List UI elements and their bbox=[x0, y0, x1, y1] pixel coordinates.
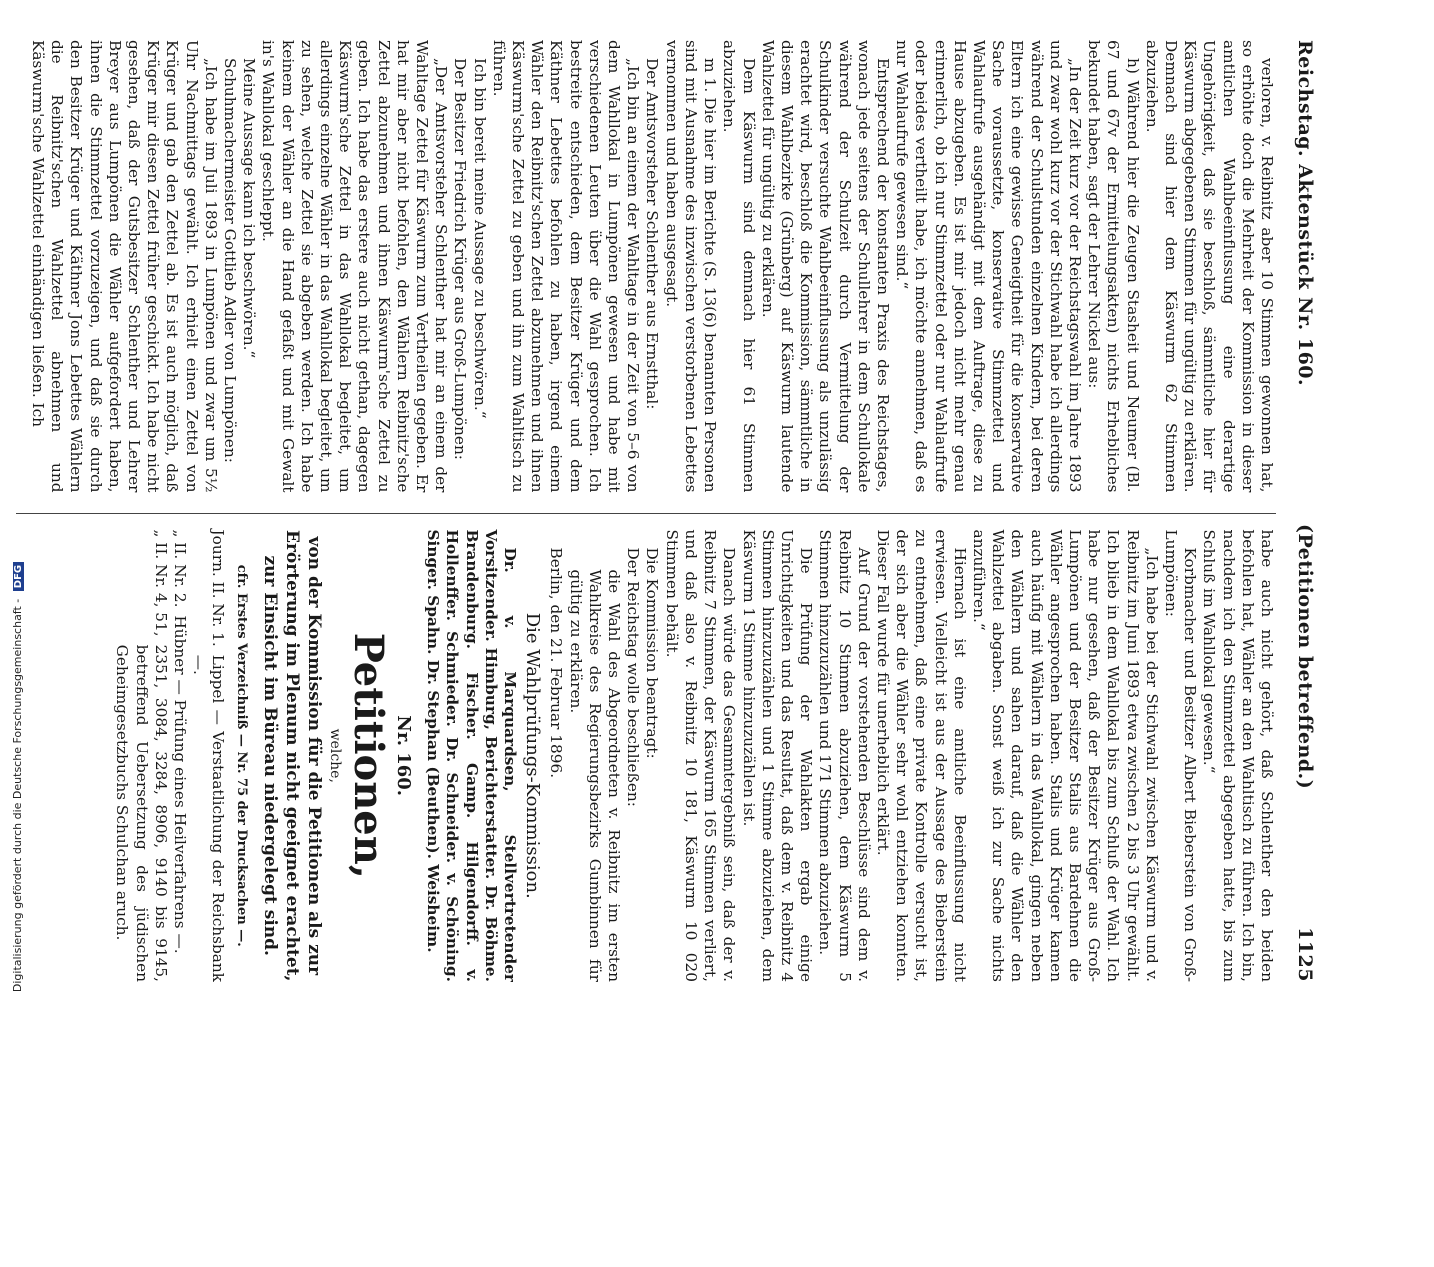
entry-text: Hübner — Prüfung eines Heilverfahrens —. bbox=[171, 615, 190, 954]
list-item bbox=[112, 530, 170, 983]
entry-text: 2351, 3084, 3284, 8906, 9140 bis 9145, betreffend Uebersetzung des jüdischen Geheimgesetzbuchs Schulchan aruch. bbox=[113, 644, 170, 982]
committee-members: Dr. v. Marquardsen, Stellvertretender Vorsitzender. Himburg, Berichterstatter. Dr. Böhme. Brandenburg. Fischer. Gamp. Hilgendorff. v. Hollenffer. Schmieder. Dr. Schneider. v. Schöning. Singer. Spahn. Dr. Stephan (Beuthen). Weisheim. bbox=[424, 529, 520, 982]
list-item bbox=[189, 530, 227, 983]
list-item bbox=[170, 530, 189, 983]
header-center: (Petitionen betreffend.) bbox=[1294, 524, 1316, 790]
dateline: Berlin, den 21. Februar 1896. bbox=[547, 547, 566, 779]
paragraph: Die Prüfung der Wahlakten ergab einige Unrichtigkeiten und das Resultat, daß dem v. Reibnitz 4 Stimmen hinzuzuzählen und 1 Stimme abzuziehen, dem Käswurm 1 Stimme hinzuzuzählen ist. bbox=[739, 529, 816, 982]
page-number: 1125 bbox=[1294, 927, 1316, 982]
paragraph: Danach würde das Gesammtergebniß sein, daß der v. Reibnitz 7 Stimmen, der Käswurm 165 Stimmen verliert, und daß also v. Reibnitz 10 181, Käswurm 10 020 Stimmen behält. bbox=[662, 529, 739, 982]
left-column bbox=[16, 40, 1276, 497]
paragraph: „Der Amtsvorsteher Schlenther hat mir an einem der Wahltage Zettel für Käswurm zum Vertheilen gegeben. Er hat mir aber nicht befohlen, den Wählern Reibnitz'sche Zettel abzunehmen und ihnen Käswurm'sche Zettel zu geben. Ich habe das erstere auch nicht gethan, dagegen Käswurm'sche Zettel in das Wahllokal begleitet, um allerdings einzelne Wähler in das Wahllokal begleitet, um zu sehen, welche Zettel sie abgeben werden. Ich habe keinem der Wähler an die Hand gefaßt und mit Gewalt in's Wahllokal geschleppt. bbox=[259, 40, 451, 493]
paragraph: Ich bin bereit meine Aussage zu beschwören.“ bbox=[470, 58, 489, 419]
paragraph: verloren, v. Reibnitz aber 10 Stimmen gewonnen hat, so erhöhte doch die Mehrheit der Kommission in dieser amtlichen Wahlbeeinflussung eine derartige Ungehörigkeit, daß sie beschloß, sämmtliche hier für Käswurm abgegebenen Stimmen für ungültig zu erklären. Demnach sind hier dem Käswurm 62 Stimmen abzuziehen. bbox=[1142, 40, 1276, 493]
right-column bbox=[16, 513, 1276, 983]
paragraph: „Ich habe bei der Stichwahl zwischen Käswurm und v. Reibnitz im Juni 1893 etwa zwischen 2 bis 3 Uhr gewählt. Ich blieb in dem Wahllokal bis zum Schluß der Wahl. Ich habe nur gesehen, daß der Besitzer Krüger aus Groß-Lumpönen und der Besitzer Stalis aus Bardehnen die Wähler angesprochen haben. Stalis und Krüger kamen auch häufig mit Wählern in das Wahllokal, gingen neben den Wählern und sahen darauf, daß die Wähler den Wahlzettel abgaben. Sonst weiß ich zur Sache nichts anzuführen.“ bbox=[969, 529, 1161, 982]
paragraph: Der Besitzer Friedrich Krüger aus Groß-Lumpönen: bbox=[451, 58, 470, 460]
list-caption: cfr. Erstes Verzeichniß — Nr. 75 der Drucksachen —. bbox=[233, 564, 249, 947]
paragraph: Hiernach ist eine amtliche Beeinflussung nicht erwiesen. Vielleicht ist aus der Aussage des Bieberstein zu entnehmen, daß eine private Kontrolle versucht ist, der sich aber die Wähler sehr wohl entziehen konnten. Dieser Fall wurde für unerheblich erklärt. bbox=[873, 529, 969, 982]
paragraph: Auf Grund der vorstehenden Beschlüsse sind dem v. Reibnitz 10 Stimmen abzuziehen, dem Käswurm 5 Stimmen hinzuzuzählen und 171 Stimmen abzuziehen. bbox=[816, 529, 873, 982]
dfg-logo: DFG bbox=[13, 562, 24, 591]
paragraph: Die Kommission beantragt: bbox=[643, 547, 662, 759]
petition-subtitle: von der Kommission für die Petitionen als zur Erörterung im Plenum nicht geeignet erachtet, zur Einsicht im Büreau niedergelegt sind. bbox=[259, 530, 324, 982]
paragraph: Der Amtsvorsteher Schlenther aus Ernstthal: bbox=[643, 58, 662, 410]
paragraph: Schuhmachermeister Gottlieb Adler von Lumpönen: bbox=[221, 58, 240, 463]
petition-welche: welche, bbox=[326, 728, 343, 783]
entry-text: Lippel — Verstaatlichung der Reichsbank —. bbox=[190, 654, 228, 982]
paragraph: Der Reichstag wolle beschließen: bbox=[624, 547, 643, 807]
paragraph: Korbmacher und Besitzer Albert Bieberstein von Groß-Lumpönen: bbox=[1161, 529, 1200, 982]
journal-ref: „ II. Nr. 4, 51, bbox=[151, 529, 170, 637]
paragraph: „Ich bin an einem der Wahltage in der Zeit von 5–6 von dem Wahllokal in Lumpönen gewesen und habe mit verschiedenen Leuten über die Wahl gesprochen. Ich bestreite entschieden, dem Besitzer Krüger und dem Käthner Lebettes befohlen zu haben, irgend einem Wähler den Reibnitz'schen Zettel abzunehmen und ihnen Käswurm'sche Zettel zu geben und ihn zum Wahltisch zu führen. bbox=[489, 40, 643, 493]
paragraph: h) Während hier die Zeugen Stasheit und Neumer (Bl. 67 und 67v der Ermittelungsakten) nichts Erhebliches bekundet haben, sagt der Lehrer Nickel aus: bbox=[1085, 40, 1142, 493]
header-left: Reichstag. Aktenstück Nr. 160. bbox=[1294, 40, 1316, 387]
petition-heading: Petitionen, bbox=[344, 632, 392, 879]
credit-text: Digitalisierung gefördert durch die Deutsche Forschungsgemeinschaft - bbox=[11, 598, 24, 993]
digitization-credit bbox=[11, 287, 29, 1267]
paragraph: „Ich habe im Juli 1893 in Lumpönen und zwar um 5½ Uhr Nachmittags gewählt. Ich erhielt einen Zettel von Krüger und gab den Zettel ab. Es ist auch möglich, daß Krüger mir diesen Zettel früher geschickt. Ich habe nicht gesehen, daß der Gutsbesitzer Schlenther und Lehrer Breyer aus Lumpönen die Wähler aufgefordert haben, ihnen die Stimmzettel vorzuzeigen, und daß sie durch den Besitzer Krüger und Käthner Jons Lebettes Wählern die Reibnitz'schen Wahlzettel abnehmen und Käswurm'sche Wahlzettel einhändigen ließen. Ich bbox=[29, 40, 220, 493]
petition-number: Nr. 160. bbox=[393, 715, 415, 797]
paragraph: Dem Käswurm sind demnach hier 61 Stimmen abzuziehen. bbox=[720, 40, 758, 493]
journal-ref: Journ. II. Nr. 1. bbox=[209, 529, 228, 647]
paragraph: m 1. Die hier im Berichte (S. 13(6) benannten Personen sind mit Ausnahme des inzwischen verstorbenen Lebettes vernommen und haben ausgesagt. bbox=[662, 40, 720, 493]
committee-title: Die Wahlprüfungs-Kommission. bbox=[522, 612, 544, 899]
journal-ref: „ II. Nr. 2. bbox=[171, 529, 190, 608]
running-header bbox=[1286, 40, 1316, 982]
paragraph: habe auch nicht gehört, daß Schlenther den beiden befohlen hat, Wähler an den Wahltisch zu führen. Ich bin, nachdem ich den Stimmzettel abgegeben hatte, bis zum Schluß im Wahllokal gewesen.“ bbox=[1200, 529, 1276, 982]
motion-text: die Wahl des Abgeordneten v. Reibnitz im ersten Wahlkreise des Regierungsbezirks Gumbinnen für gültig zu erklären. bbox=[566, 569, 624, 982]
paragraph: Meine Aussage kann ich beschwören.“ bbox=[240, 58, 259, 359]
paragraph: Entsprechend der konstanten Praxis des Reichstages, wonach jede seitens der Schullehrer in dem Schullokale während der Schulzeit durch Vermittelung der Schulkinder versuchte Wahlbeeinflussung als unzulässig erachtet wird, beschloß die Kommission, sämmtliche in diesem Wahlbezirke (Grünberg) auf Käswurm lautende Wahlzettel für ungültig zu erklären. bbox=[758, 40, 892, 493]
paragraph: „In der Zeit kurz vor der Reichstagswahl im Jahre 1893 und zwar wohl kurz vor der Stichwahl habe ich allerdings während der Schulstunden einzelnen Kindern, bei deren Eltern ich eine gewisse Geneigtheit für die konservative Sache voraussetzte, konservative Stimmzettel und Wahlaufrufe ausgehändigt mit dem Auftrage, diese zu Hause abzugeben. Es ist mir jedoch nicht mehr genau erinnerlich, ob ich nur Stimmzettel oder nur Wahlaufrufe oder beides vertheilt habe, ich möchte annehmen, daß es nur Wahlaufrufe gewesen sind.“ bbox=[893, 40, 1084, 493]
